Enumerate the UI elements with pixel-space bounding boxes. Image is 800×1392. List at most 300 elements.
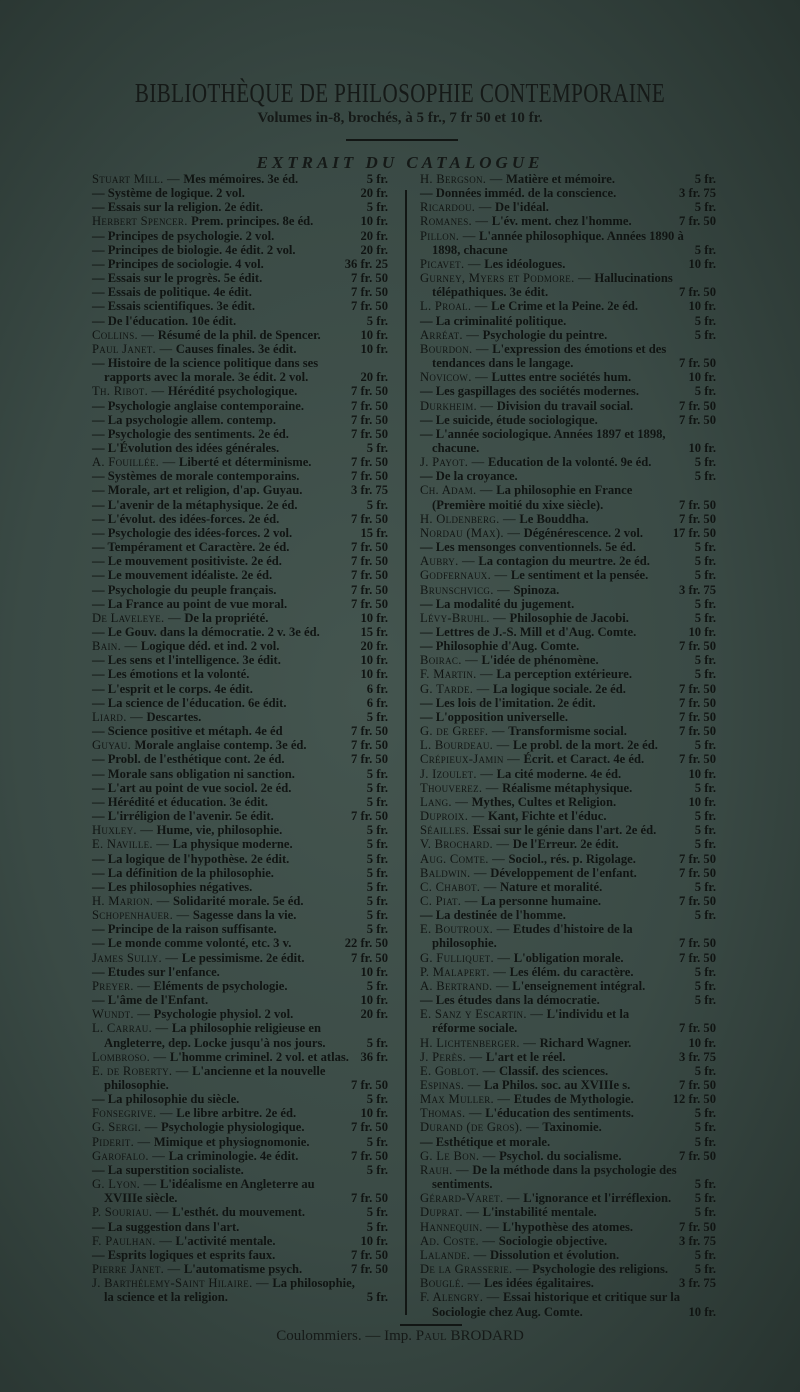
entry-title: Hallucinations télépathiques. 3e édit. <box>432 271 673 300</box>
catalog-entry <box>420 894 716 908</box>
entry-text <box>420 597 691 611</box>
entry-author: A. Fouillée. — <box>92 455 179 470</box>
entry-text <box>92 1092 363 1106</box>
catalog-entry <box>420 1290 716 1318</box>
entry-price: 5 fr. <box>694 610 716 625</box>
entry-author: G. Tarde. — <box>420 681 493 696</box>
entry-title: — Le monde comme volonté, etc. 3 v. <box>92 936 292 951</box>
entry-author: Brunschvicg. — <box>420 582 514 597</box>
entry-text <box>420 384 691 398</box>
entry-text <box>420 1036 684 1050</box>
entry-price: 5 fr. <box>366 879 388 894</box>
entry-text <box>92 908 363 922</box>
entry-text <box>420 1078 675 1092</box>
entry-text <box>92 271 347 285</box>
entry-price: 36 fr. <box>360 1049 388 1064</box>
entry-text <box>92 696 363 710</box>
catalog-entry <box>420 583 716 597</box>
entry-author: Paul Janet. — <box>92 341 176 356</box>
entry-text <box>92 781 363 795</box>
catalog-entry <box>92 186 388 200</box>
entry-price: 22 fr. 50 <box>344 936 388 951</box>
footer-divider <box>400 1324 462 1326</box>
entry-author: C. Chabot. — <box>420 879 501 894</box>
entry-title: — Principe de la raison suffisante. <box>92 922 277 937</box>
entry-text <box>92 880 363 894</box>
catalog-entry <box>92 767 388 781</box>
entry-title: Causes finales. 3e édit. <box>175 341 297 356</box>
entry-price: 5 fr. <box>694 837 716 852</box>
catalog-entry <box>420 186 716 200</box>
entry-price: 7 fr. 50 <box>351 724 388 739</box>
catalog-entry <box>420 1191 716 1205</box>
entry-price: 7 fr. 50 <box>351 950 388 965</box>
catalog-entry <box>420 922 716 950</box>
entry-title: Taxinomie. <box>542 1120 602 1135</box>
entry-author: De la Grasserie. — <box>420 1262 533 1277</box>
catalog-entry <box>92 823 388 837</box>
catalog-entry <box>420 314 716 328</box>
entry-title: — La logique de l'hypothèse. 2e édit. <box>92 851 290 866</box>
entry-text <box>92 342 356 356</box>
entry-price: 10 fr. <box>688 794 716 809</box>
entry-title: Classif. des sciences. <box>499 1063 609 1078</box>
entry-price: 5 fr. <box>694 554 716 569</box>
entry-price: 5 fr. <box>366 893 388 908</box>
series-title: BIBLIOTHÈQUE DE PHILOSOPHIE CONTEMPORAINE <box>134 78 666 108</box>
catalog-entry <box>420 1234 716 1248</box>
entry-text <box>420 328 691 342</box>
entry-title: — Probl. de l'esthétique cont. 2e éd. <box>92 752 285 767</box>
entry-text <box>92 186 356 200</box>
entry-author: G. Sergi. — <box>92 1120 162 1135</box>
catalog-entry <box>420 908 716 922</box>
entry-title: — Les sens et l'intelligence. 3e édit. <box>92 653 281 668</box>
entry-title: Hume, vie, philosophie. <box>156 823 283 838</box>
entry-text <box>92 568 347 582</box>
entry-text <box>420 880 691 894</box>
entry-text <box>420 682 675 696</box>
entry-title: — Tempérament et Caractère. 2e éd. <box>92 540 290 555</box>
catalog-entry <box>420 399 716 413</box>
entry-text <box>420 455 691 469</box>
entry-price: 10 fr. <box>360 214 388 229</box>
entry-author: Lalande. — <box>420 1247 491 1262</box>
entry-title: — La suggestion dans l'art. <box>92 1219 240 1234</box>
entry-title: Transformisme social. <box>508 724 627 739</box>
entry-text <box>420 823 691 837</box>
entry-text <box>92 540 347 554</box>
catalog-entry <box>92 1021 388 1049</box>
entry-text <box>420 1106 691 1120</box>
catalog-entry <box>420 653 716 667</box>
entry-author: Arréat. — <box>420 327 483 342</box>
entry-author: Baldwin. — <box>420 865 491 880</box>
entry-text <box>92 1149 347 1163</box>
entry-price: 15 fr. <box>360 525 388 540</box>
catalog-entry <box>92 1205 388 1219</box>
entry-title: La personne humaine. <box>481 893 602 908</box>
entry-title: — Etudes sur l'enfance. <box>92 964 220 979</box>
entry-price: 7 fr. 50 <box>351 809 388 824</box>
entry-author: J. Barthélemy-Saint Hilaire. — <box>92 1276 273 1291</box>
entry-title: — L'Évolution des idées générales. <box>92 440 280 455</box>
entry-title: L'idéalisme en Angleterre au XVIIIe siècle. <box>104 1177 315 1206</box>
catalog-entry <box>92 427 388 441</box>
catalog-entry <box>420 384 716 398</box>
catalog-entry <box>92 965 388 979</box>
entry-title: Richard Wagner. <box>539 1035 632 1050</box>
entry-text <box>92 257 341 271</box>
entry-price: 7 fr. 50 <box>351 384 388 399</box>
catalog-entry <box>420 172 716 186</box>
entry-price: 7 fr. 50 <box>679 511 716 526</box>
catalog-entry <box>92 837 388 851</box>
entry-text <box>92 738 347 752</box>
entry-text <box>92 229 356 243</box>
entry-title: — La criminalité politique. <box>420 313 567 328</box>
entry-text <box>92 823 363 837</box>
entry-price: 7 fr. 50 <box>351 568 388 583</box>
entry-title: Psychologie du peintre. <box>482 327 608 342</box>
entry-title: — Philosophie d'Aug. Comte. <box>420 639 580 654</box>
entry-author: Gérard-Varet. — <box>420 1191 524 1206</box>
catalog-entry <box>92 866 388 880</box>
catalog-entry <box>92 597 388 611</box>
entry-title: — Système de logique. 2 vol. <box>92 186 245 201</box>
entry-price: 5 fr. <box>366 313 388 328</box>
catalog-entry <box>92 483 388 497</box>
catalog-entry <box>420 781 716 795</box>
entry-price: 5 fr. <box>694 313 716 328</box>
entry-author: Preyer. — <box>92 978 154 993</box>
entry-title: L'instabilité mentale. <box>482 1205 597 1220</box>
entry-text <box>92 285 347 299</box>
entry-title: Sociol., rés. p. Rigolage. <box>508 851 636 866</box>
entry-author: Crépieux-Jamin — <box>420 752 524 767</box>
entry-author: Schopenhauer. — <box>92 908 193 923</box>
entry-text <box>92 512 347 526</box>
entry-text <box>92 724 347 738</box>
entry-price: 3 fr. 75 <box>679 1049 716 1064</box>
entry-price: 7 fr. 50 <box>351 596 388 611</box>
entry-text <box>92 427 347 441</box>
catalog-entry <box>92 696 388 710</box>
entry-price: 7 fr. 50 <box>679 936 716 951</box>
entry-price: 7 fr. 50 <box>679 285 716 300</box>
entry-title: — Les mensonges conventionnels. 5e éd. <box>420 540 636 555</box>
entry-author: E. Sanz y Escartin. — <box>420 1007 547 1022</box>
entry-text <box>92 965 356 979</box>
entry-price: 5 fr. <box>694 1205 716 1220</box>
entry-text <box>92 951 347 965</box>
catalog-entry <box>92 441 388 455</box>
entry-text <box>92 1177 347 1205</box>
entry-title: Mes mémoires. 3e éd. <box>183 172 299 186</box>
entry-price: 5 fr. <box>366 172 388 186</box>
entry-title: — Psychologie des sentiments. 2e éd. <box>92 426 289 441</box>
entry-title: Mimique et physiognomonie. <box>153 1134 310 1149</box>
catalog-entry <box>420 257 716 271</box>
catalog-entry <box>92 1050 388 1064</box>
catalog-entry <box>92 455 388 469</box>
entry-text <box>420 214 675 228</box>
entry-price: 7 fr. 50 <box>679 851 716 866</box>
entry-title: Education de la volonté. 9e éd. <box>488 455 652 470</box>
entry-author: J. Payot. — <box>420 455 489 470</box>
catalog-entry <box>420 342 716 370</box>
entry-price: 7 fr. 50 <box>351 299 388 314</box>
catalog-entry <box>92 356 388 384</box>
entry-author: H. Bergson. — <box>420 172 507 186</box>
entry-author: Rauh. — <box>420 1162 473 1177</box>
entry-text <box>420 172 691 186</box>
catalog-entry <box>92 852 388 866</box>
catalog-entry <box>420 837 716 851</box>
catalog-entry <box>420 200 716 214</box>
entry-author: Lévy-Bruhl. — <box>420 610 510 625</box>
entry-text <box>420 795 684 809</box>
entry-price: 5 fr. <box>366 766 388 781</box>
entry-text <box>92 993 356 1007</box>
entry-text <box>92 200 363 214</box>
catalog-entry <box>92 625 388 639</box>
catalog-entry <box>92 1234 388 1248</box>
entry-text <box>420 1135 691 1149</box>
catalog-entry <box>92 554 388 568</box>
entry-price: 5 fr. <box>366 780 388 795</box>
entry-price: 5 fr. <box>366 1205 388 1220</box>
entry-author: Duproix. — <box>420 809 488 824</box>
catalog-entry <box>420 611 716 625</box>
entry-title: — Les lois de l'imitation. 2e édit. <box>420 695 596 710</box>
entry-text <box>420 370 684 384</box>
entry-price: 20 fr. <box>360 186 388 201</box>
entry-text <box>92 852 363 866</box>
entry-title: Psychol. du socialisme. <box>499 1148 622 1163</box>
entry-title: — Les gaspillages des sociétés modernes. <box>420 384 639 399</box>
entry-text <box>420 427 684 455</box>
entry-text <box>420 724 675 738</box>
entry-price: 5 fr. <box>694 1134 716 1149</box>
entry-author: Picavet. — <box>420 256 485 271</box>
entry-title: — Lettres de J.-S. Mill et d'Aug. Comte. <box>420 625 637 639</box>
entry-text <box>92 1234 356 1248</box>
entry-title: — L'irréligion de l'avenir. 5e édit. <box>92 809 274 824</box>
entry-author: C. Piat. — <box>420 893 482 908</box>
entry-text <box>92 243 356 257</box>
entry-text <box>92 667 356 681</box>
entry-price: 5 fr. <box>694 1191 716 1206</box>
entry-price: 10 fr. <box>360 653 388 668</box>
entry-title: — Essais scientifiques. 3e édit. <box>92 299 256 314</box>
entry-price: 5 fr. <box>694 1262 716 1277</box>
entry-text <box>92 625 356 639</box>
entry-price: 5 fr. <box>366 200 388 215</box>
entry-price: 10 fr. <box>360 964 388 979</box>
catalog-entry <box>420 625 716 639</box>
entry-price: 5 fr. <box>694 823 716 838</box>
entry-author: F. Alengry. — <box>420 1290 503 1305</box>
entry-title: Les idéologues. <box>484 256 566 271</box>
entry-author: Thouverez. — <box>420 780 503 795</box>
entry-author: E. Goblot. — <box>420 1063 500 1078</box>
catalog-entry <box>420 1050 716 1064</box>
catalog-entry <box>92 682 388 696</box>
entry-title: — De l'éducation. 10e édit. <box>92 313 237 328</box>
entry-author: H. Oldenberg. — <box>420 511 520 526</box>
entry-text <box>92 384 347 398</box>
entry-title: La logique sociale. 2e éd. <box>493 681 626 696</box>
entry-text <box>420 568 691 582</box>
entry-title: — Le mouvement idéaliste. 2e éd. <box>92 568 273 583</box>
catalog-entry <box>92 1248 388 1262</box>
entry-title: La philosophie religieuse en Angleterre, dep. Locke jusqu'à nos jours. <box>104 1021 326 1050</box>
entry-price: 5 fr. <box>694 172 716 186</box>
entry-price: 10 fr. <box>688 1304 716 1319</box>
entry-text <box>92 441 363 455</box>
entry-price: 10 fr. <box>360 1233 388 1248</box>
catalog-entry <box>420 1064 716 1078</box>
entry-title: Le Bouddha. <box>519 511 589 526</box>
entry-price: 7 fr. 50 <box>351 271 388 286</box>
entry-author: Boirac. — <box>420 653 482 668</box>
entry-title: Le libre arbitre. 2e éd. <box>176 1106 297 1121</box>
entry-author: G. Le Bon. — <box>420 1148 500 1163</box>
entry-price: 7 fr. 50 <box>679 1148 716 1163</box>
catalog-entry <box>420 568 716 582</box>
entry-price: 5 fr. <box>366 1092 388 1107</box>
entry-title: — La philosophie du siècle. <box>92 1092 240 1107</box>
entry-price: 5 fr. <box>694 568 716 583</box>
entry-text <box>92 314 363 328</box>
catalog-entry <box>420 880 716 894</box>
entry-text <box>420 781 691 795</box>
catalog-entry <box>92 1220 388 1234</box>
entry-title: — L'âme de l'Enfant. <box>92 993 209 1008</box>
entry-author: Ricardou. — <box>420 200 496 215</box>
entry-title: Nature et moralité. <box>500 879 603 894</box>
catalog-entry <box>92 781 388 795</box>
entry-text <box>420 1064 691 1078</box>
catalog-entry <box>420 1220 716 1234</box>
entry-text <box>92 526 356 540</box>
entry-price: 5 fr. <box>366 1219 388 1234</box>
entry-price: 7 fr. 50 <box>351 1262 388 1277</box>
entry-author: F. Paulhan. — <box>92 1233 176 1248</box>
entry-text <box>420 1248 691 1262</box>
entry-author: E. Naville. — <box>92 837 173 852</box>
entry-title: — Principes de biologie. 4e édit. 2 vol. <box>92 242 296 257</box>
entry-text <box>420 413 675 427</box>
entry-title: Solidarité morale. 5e éd. <box>173 893 304 908</box>
entry-text <box>420 993 691 1007</box>
entry-price: 7 fr. 50 <box>679 1219 716 1234</box>
entry-text <box>92 356 356 384</box>
catalog-entry <box>92 314 388 328</box>
catalog-entry <box>420 724 716 738</box>
catalog-entry <box>420 738 716 752</box>
entry-price: 5 fr. <box>366 1134 388 1149</box>
entry-text <box>420 738 691 752</box>
catalog-entry <box>92 795 388 809</box>
catalog-entry <box>92 724 388 738</box>
entry-author: F. Martin. — <box>420 667 497 682</box>
entry-price: 5 fr. <box>694 1247 716 1262</box>
entry-price: 10 fr. <box>360 993 388 1008</box>
entry-title: L'homme criminel. 2 vol. et atlas. <box>169 1049 349 1064</box>
entry-price: 7 fr. 50 <box>679 865 716 880</box>
catalog-entry <box>92 667 388 681</box>
entry-title: — La modalité du jugement. <box>420 596 575 611</box>
entry-price: 5 fr. <box>366 978 388 993</box>
entry-title: Sociologie objective. <box>498 1233 608 1248</box>
catalog-entry <box>420 597 716 611</box>
catalog-entry <box>420 682 716 696</box>
entry-text <box>92 498 363 512</box>
entry-text <box>420 979 691 993</box>
catalog-entry <box>92 951 388 965</box>
entry-text <box>420 314 691 328</box>
entry-title: — Histoire de la science politique dans ses rapports avec la morale. 3e édit. 2 vol. <box>92 356 319 385</box>
entry-text <box>420 257 684 271</box>
catalog-entry <box>420 1036 716 1050</box>
entry-author: Lang. — <box>420 794 472 809</box>
entry-text <box>420 951 675 965</box>
catalog-entry <box>420 852 716 866</box>
entry-author: E. Boutroux. — <box>420 922 513 937</box>
entry-author: L. Bourdeau. — <box>420 738 513 753</box>
entry-price: 5 fr. <box>694 978 716 993</box>
entry-price: 3 fr. 75 <box>679 582 716 597</box>
entry-title: L'individu et la réforme sociale. <box>432 1007 630 1036</box>
entry-price: 5 fr. <box>366 794 388 809</box>
entry-price: 5 fr. <box>366 1290 388 1305</box>
entry-text <box>420 1234 675 1248</box>
entry-price: 5 fr. <box>694 738 716 753</box>
entry-price: 3 fr. 75 <box>679 186 716 201</box>
entry-title: L'ignorance et l'irréflexion. <box>523 1191 672 1206</box>
entry-price: 5 fr. <box>694 455 716 470</box>
entry-price: 7 fr. 50 <box>679 1021 716 1036</box>
entry-text <box>92 1205 363 1219</box>
entry-author: Wundt. — <box>92 1007 154 1022</box>
entry-price: 7 fr. 50 <box>351 511 388 526</box>
entry-title: — Données imméd. de la conscience. <box>420 186 617 201</box>
catalog-entry <box>92 214 388 228</box>
catalog-entry <box>92 498 388 512</box>
entry-title: Etudes d'histoire de la philosophie. <box>432 922 633 951</box>
entry-author: Bain. — <box>92 639 141 654</box>
entry-title: De la méthode dans la psychologie des sentiments. <box>432 1162 677 1192</box>
catalog-entry <box>92 285 388 299</box>
printer-imprint <box>0 1328 800 1345</box>
catalog-entry <box>92 172 388 186</box>
entry-text <box>92 1262 347 1276</box>
entry-author: Pierre Janet. — <box>92 1262 184 1277</box>
entry-price: 15 fr. <box>360 625 388 639</box>
entry-title: — L'opposition universelle. <box>420 709 568 724</box>
entry-text <box>420 483 675 511</box>
entry-price: 7 fr. 50 <box>351 582 388 597</box>
entry-author: A. Bertrand. — <box>420 978 513 993</box>
entry-title: — L'art au point de vue sociol. 2e éd. <box>92 780 292 795</box>
catalog-entry <box>92 611 388 625</box>
entry-price: 5 fr. <box>366 823 388 838</box>
entry-price: 7 fr. 50 <box>351 1120 388 1135</box>
entry-text <box>420 1262 691 1276</box>
catalog-entry <box>420 512 716 526</box>
